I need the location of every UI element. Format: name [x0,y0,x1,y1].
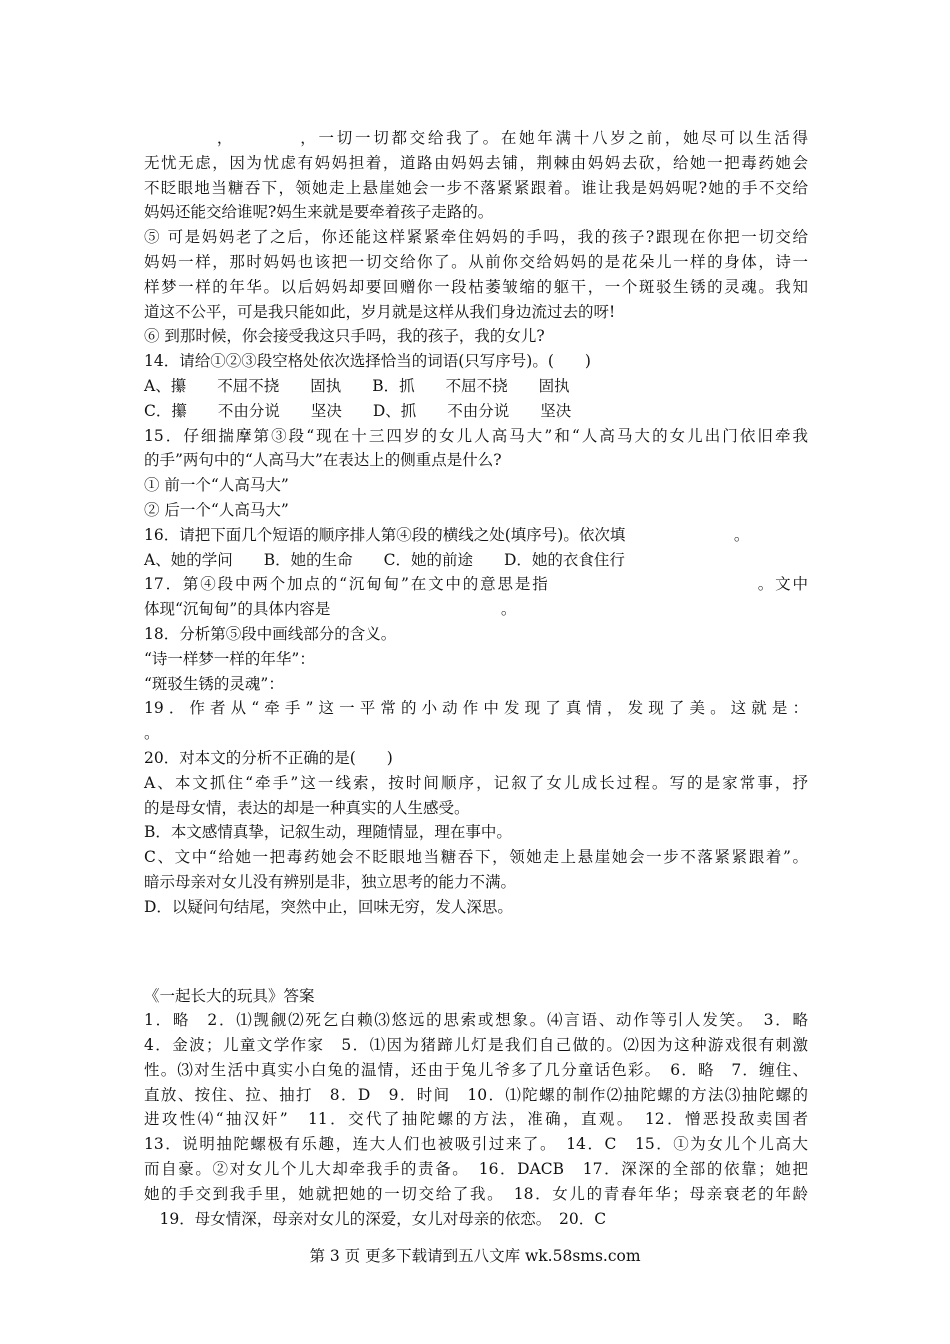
question-20: 20．对本文的分析不正确的是( ) [144,748,393,767]
section-spacer [144,920,808,984]
answer-line: 4．金波；儿童文学作家 5．⑴因为猪蹄儿灯是我们自己做的。⑵因为这种游戏很有刺激 [144,1036,808,1055]
questions-section [144,349,808,919]
article-line: ， ，一切一切都交给我了。在她年满十八岁之前，她尽可以生活得 [144,129,808,147]
answer-line: 直放、按住、拉、抽打 8．D 9．时间 10．⑴陀螺的制作⑵抽陀螺的方法⑶抽陀螺的 [144,1085,808,1104]
question-20-option: A、本文抓住“牵手”这一线索，按时间顺序，记叙了女儿成长过程。写的是家常事，抒 [144,773,808,792]
question-14-options: A、攥 不屈不挠 固执 B．抓 不屈不挠 固执 [144,376,570,395]
question-17: 17．第④段中两个加点的“沉甸甸”在文中的意思是指 。文中 [144,575,808,594]
question-20-option: 的是母女情，表达的却是一种真实的人生感受。 [144,798,470,817]
article-line: 妈妈还能交给谁呢?妈生来就是要牵着孩子走路的。 [144,203,494,222]
article-line: 不眨眼地当糖吞下，领她走上悬崖她会一步不落紧紧跟着。谁让我是妈妈呢?她的手不交给 [144,178,808,197]
article-excerpt [144,126,808,349]
answers-section [144,984,808,1232]
question-20-option: C、文中“给她一把毒药她会不眨眼地当糖吞下，领她走上悬崖她会一步不落紧紧跟着”。 [144,848,808,867]
question-19: 。 [144,724,160,743]
answer-line: 她的手交到我手里，她就把她的一切交给了我。 18．女儿的青春年华；母亲衰老的年龄 [144,1184,808,1203]
page-footer: 第 3 页 更多下载请到五八文库 wk.58sms.com [309,1247,641,1265]
question-20-option: 暗示母亲对女儿没有辨别是非，独立思考的能力不满。 [144,872,517,891]
article-line: 妈妈一样，那时妈妈也该把一切交给你了。从前你交给妈妈的是花朵儿一样的身体，诗一 [144,252,808,271]
question-16: 16．请把下面几个短语的顺序排人第④段的横线之处(填序号)。依次填 。 [144,525,750,544]
question-18: 18．分析第⑤段中画线部分的含义。 [144,624,397,643]
question-20-option: D．以疑问句结尾，突然中止，回味无穷，发人深思。 [144,897,513,916]
question-19: 19．作者从“牵手”这一平常的小动作中发现了真情，发现了美。这就是： [144,699,808,718]
article-line: 无忧无虑，因为忧虑有妈妈担着，道路由妈妈去铺，荆棘由妈妈去砍，给她一把毒药她会 [144,153,808,172]
question-15-item: ① 前一个“人高马大” [144,476,289,495]
question-15: 的手”两句中的“人高马大”在表达上的侧重点是什么? [144,451,502,470]
answer-line: 19．母女情深，母亲对女儿的深爱，女儿对母亲的依恋。 20．C [144,1209,607,1228]
answer-line: 13．说明抽陀螺极有乐趣，连大人们也被吸引过来了。 14．C 15．①为女儿个儿高大 [144,1135,808,1154]
question-20-option: B．本文感情真挚，记叙生动，理随情显，理在事中。 [144,823,512,842]
article-line: 道这不公平，可是我只能如此，岁月就是这样从我们身边流过去的呀! [144,302,616,321]
question-18-item: “诗一样梦一样的年华”： [144,649,315,668]
question-14-options: C．攥 不由分说 坚决 D、抓 不由分说 坚决 [144,401,572,420]
page-content [144,126,808,1231]
answer-line: 进攻性⑷“抽汉奸” 11．交代了抽陀螺的方法，准确，直观。 12．憎恶投敌卖国者 [144,1110,808,1129]
question-14: 14．请给①②③段空格处依次选择恰当的词语(只写序号)。( ) [144,352,591,371]
article-line: 样梦一样的年华。以后妈妈却要回赠你一段枯萎皱缩的躯干，一个斑驳生锈的灵魂。我知 [144,277,808,296]
answer-line: 性。⑶对生活中真实小白兔的温情，还由于兔儿爷多了几分童话色彩。 6．略 7．缠住、 [144,1060,808,1079]
answer-line: 而自豪。②对女儿个儿大却牵我手的责备。 16．DACB 17．深深的全部的依靠；她把 [144,1160,808,1179]
answer-line: 1．略 2．⑴觊觎⑵死乞白赖⑶悠远的思索或想象。⑷言语、动作等引人发笑。 3．略 [144,1011,808,1030]
article-line: ⑤ 可是妈妈老了之后，你还能这样紧紧牵住妈妈的手吗，我的孩子?跟现在你把一切交给 [144,228,808,247]
answers-title: 《一起长大的玩具》答案 [144,986,315,1005]
question-17: 体现“沉甸甸”的具体内容是 。 [144,600,517,619]
question-15-item: ② 后一个“人高马大” [144,500,289,519]
question-16-options: A、她的学问 B．她的生命 C．她的前途 D．她的衣食住行 [144,550,625,569]
article-line: ⑥ 到那时候，你会接受我这只手吗，我的孩子，我的女儿? [144,327,545,346]
question-18-item: “斑驳生锈的灵魂”： [144,674,284,693]
question-15: 15．仔细揣摩第③段“现在十三四岁的女儿人高马大”和“人高马大的女儿出门依旧牵我 [144,426,808,445]
